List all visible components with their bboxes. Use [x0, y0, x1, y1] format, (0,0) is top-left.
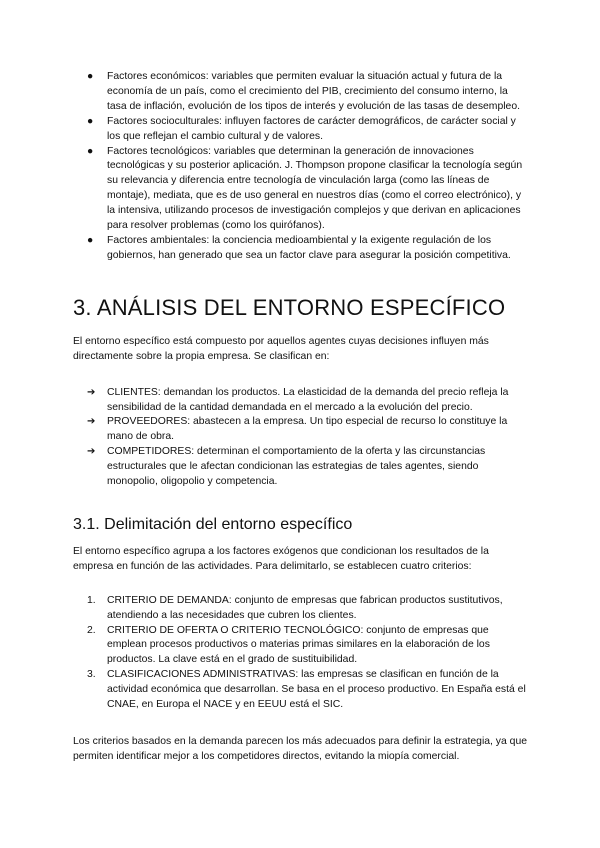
arrow-icon: ➔: [87, 446, 96, 458]
list-number: 3.: [87, 669, 96, 681]
section-3-heading: 3. ANÁLISIS DEL ENTORNO ESPECÍFICO: [73, 294, 506, 320]
section-3-1-heading: 3.1. Delimitación del entorno específico: [73, 515, 353, 533]
bullet-marker: ●: [87, 115, 94, 127]
list-item-text: CLIENTES: demandan los productos. La elasticidad de la demanda del precio refleja la sensibilidad de la cantidad demandada en el mercado a la evolución del precio.: [107, 386, 509, 413]
list-item: [73, 415, 528, 445]
list-item-text: PROVEEDORES: abastecen a la empresa. Un tipo especial de recurso lo constituye la mano de obra.: [107, 416, 508, 443]
arrow-icon: ➔: [87, 386, 96, 398]
list-item: [73, 668, 528, 713]
bullet-marker: ●: [87, 145, 94, 157]
specific-agents-list: [73, 386, 528, 490]
list-item-text: Factores socioculturales: influyen factores de carácter demográficos, de carácter social y los que reflejan el cambio cultural y de valores.: [107, 115, 516, 142]
list-item: [73, 145, 528, 234]
list-item: [73, 594, 528, 624]
list-item-text: CRITERIO DE DEMANDA: conjunto de empresas que fabrican productos sustitutivos, atendiendo a las necesidades que cubren los clientes.: [107, 594, 503, 621]
list-item: [73, 115, 528, 145]
list-item-text: CLASIFICACIONES ADMINISTRATIVAS: las empresas se clasifican en función de la actividad económica que desarrollan. Se basa en el proceso productivo. En España está el CNAE, en Europa el NACE y en EEUU está el SIC.: [107, 669, 526, 711]
environment-factors-list: [73, 70, 528, 264]
bullet-marker: ●: [87, 71, 94, 82]
list-item-text: COMPETIDORES: determinan el comportamiento de la oferta y las circunstancias estructurales que le afectan condicionan las estrategias de tales agentes, siendo monopolio, oligopolio y competencia.: [107, 446, 486, 488]
list-item-text: Factores tecnológicos: variables que determinan la generación de innovaciones tecnológicas y su posterior aplicación. J. Thompson propone clasificar la tecnología según su relevancia y diferencia entre tecnología de vinculación larga (como las líneas de montaje), mediata, que es de uso general en nuestros días (como el correo electrónico), y la intensiva, utilizando procesos de investigación complejos y que derivan en aplicaciones para resolver problemas (como los quirófanos).: [107, 145, 523, 232]
criteria-list: [73, 594, 528, 713]
list-item: [73, 624, 528, 669]
list-item: [73, 386, 528, 416]
list-item: [73, 445, 528, 490]
section-3-intro: El entorno específico está compuesto por aquellos agentes cuyas decisiones influyen más directamente sobre la propia empresa. Se clasifican en:: [73, 335, 489, 362]
list-item: [73, 70, 528, 115]
closing-paragraph: Los criterios basados en la demanda parecen los más adecuados para definir la estrategia, ya que permiten identificar mejor a los competidores directos, evitando la miopía comercial.: [73, 736, 528, 762]
section-3-1-intro: El entorno específico agrupa a los factores exógenos que condicionan los resultados de la empresa en función de las actividades. Para delimitarlo, se establecen cuatro criterios:: [73, 545, 489, 572]
list-number: 2.: [87, 624, 96, 636]
bullet-marker: ●: [87, 234, 94, 246]
list-item-text: Factores económicos: variables que permiten evaluar la situación actual y futura de la economía de un país, como el crecimiento del PIB, crecimiento del consumo interno, la tasa de inflación, evolución de los tipos de interés y evolución de las tasas de desempleo.: [107, 71, 520, 112]
list-item-text: Factores ambientales: la conciencia medioambiental y la exigente regulación de los gobiernos, han generado que sea un factor clave para asegurar la posición competitiva.: [107, 234, 511, 261]
list-item-text: CRITERIO DE OFERTA O CRITERIO TECNOLÓGICO: conjunto de empresas que emplean procesos productivos o materias primas similares en la elaboración de los productos. La clave está en el grado de sustituibilidad.: [107, 624, 490, 666]
list-item: [73, 234, 528, 264]
page-content: [73, 70, 528, 765]
list-number: 1.: [87, 594, 96, 606]
arrow-icon: ➔: [87, 416, 96, 428]
